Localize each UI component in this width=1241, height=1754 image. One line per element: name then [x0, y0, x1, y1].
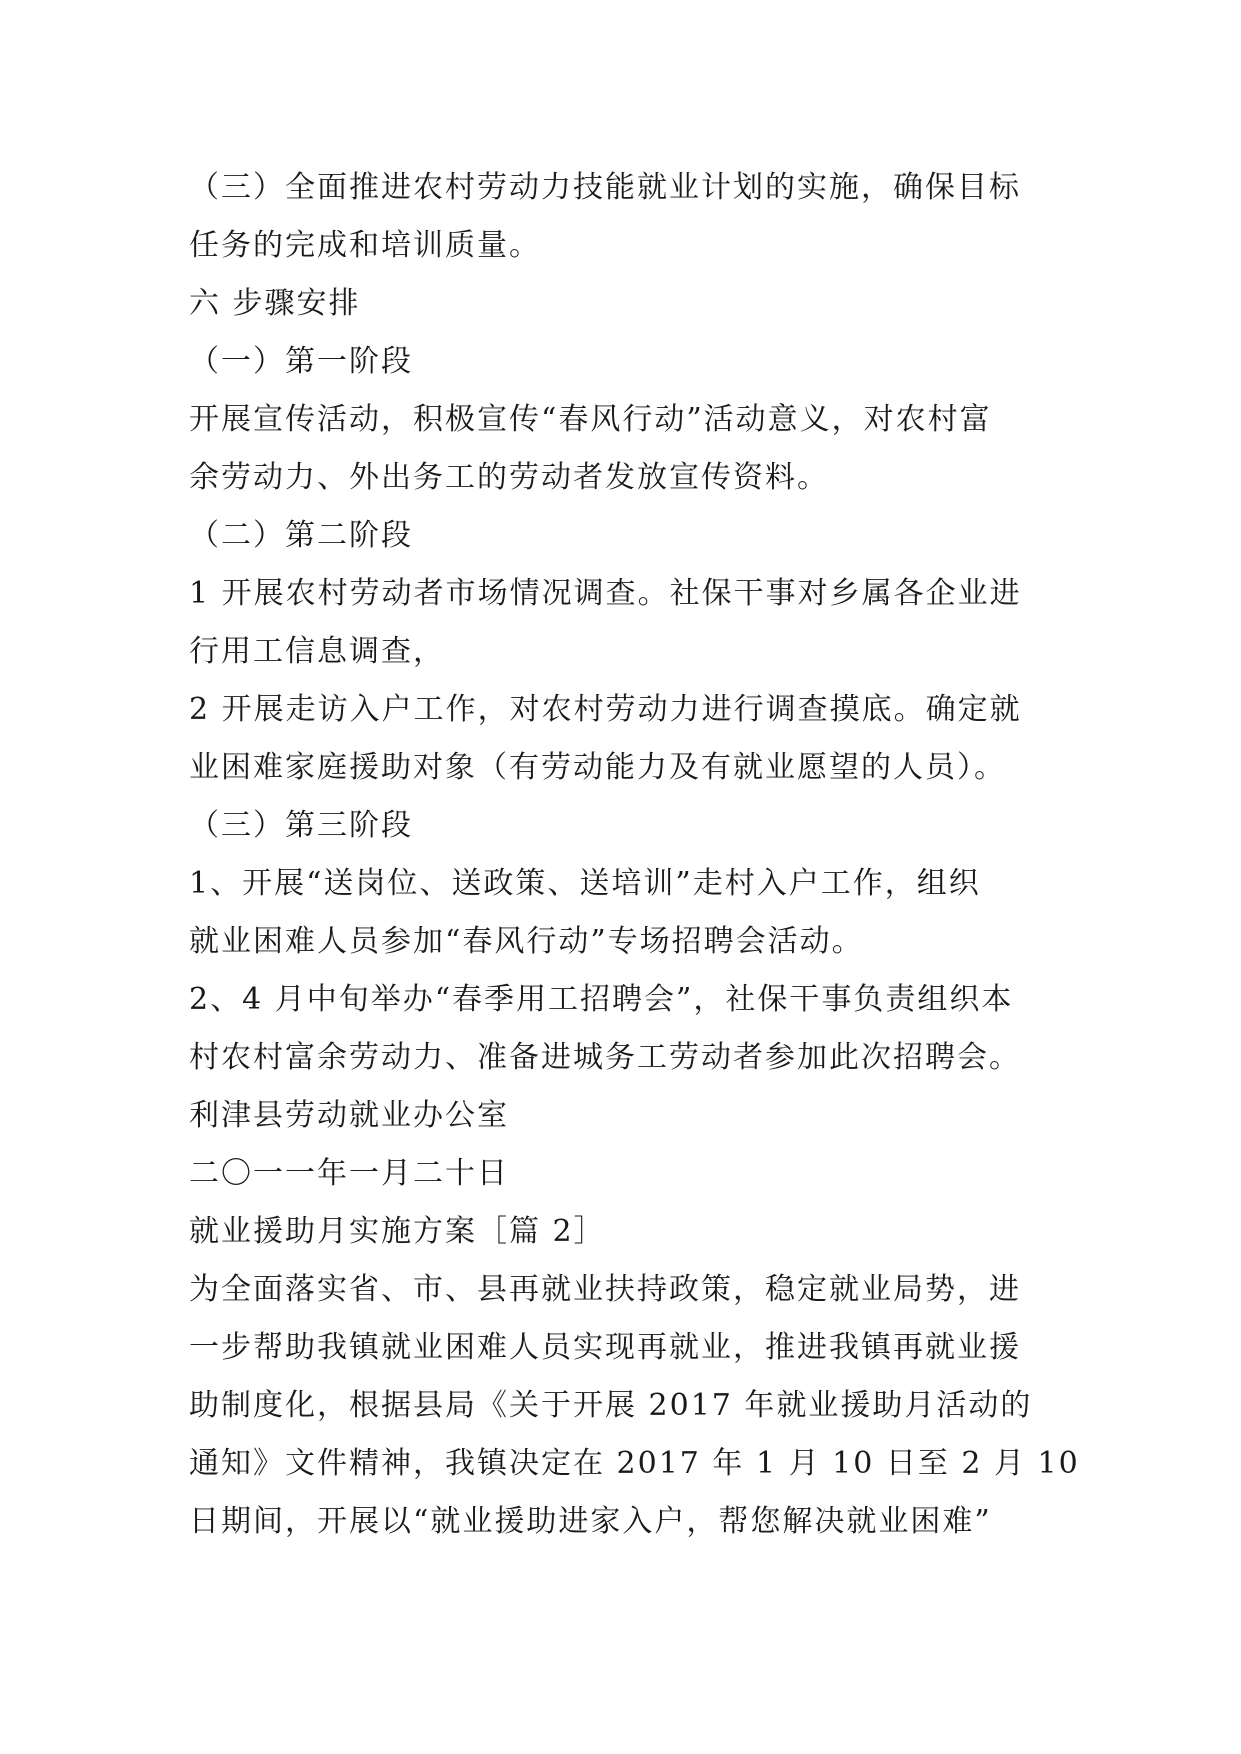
- subsection-heading: （二）第二阶段: [189, 518, 413, 553]
- text-line: 1、开展“送岗位、送政策、送培训”走村入户工作，组织: [189, 866, 981, 901]
- text-line: 日期间，开展以“就业援助进家入户，帮您解决就业困难”: [189, 1504, 992, 1539]
- text-line: 余劳动力、外出务工的劳动者发放宣传资料。: [189, 460, 829, 495]
- article-title: 就业援助月实施方案［篇 2］: [189, 1214, 606, 1249]
- text-line: 助制度化，根据县局《关于开展 2017 年就业援助月活动的: [189, 1388, 1033, 1423]
- text-line: 行用工信息调查，: [189, 634, 445, 669]
- section-heading: 六 步骤安排: [189, 286, 361, 321]
- subsection-heading: （一）第一阶段: [189, 344, 413, 379]
- text-line: 就业困难人员参加“春风行动”专场招聘会活动。: [189, 924, 864, 959]
- text-line: 2、4 月中旬举办“春季用工招聘会”，社保干事负责组织本: [189, 982, 1014, 1017]
- text-line: 1 开展农村劳动者市场情况调查。社保干事对乡属各企业进: [189, 576, 1022, 611]
- text-line: 通知》文件精神，我镇决定在 2017 年 1 月 10 日至 2 月 10: [189, 1446, 1080, 1481]
- text-line: 2 开展走访入户工作，对农村劳动力进行调查摸底。确定就: [189, 692, 1022, 727]
- text-line: 开展宣传活动，积极宣传“春风行动”活动意义，对农村富: [189, 402, 992, 437]
- text-line: 为全面落实省、市、县再就业扶持政策，稳定就业局势，进: [189, 1272, 1021, 1307]
- text-line: 任务的完成和培训质量。: [189, 228, 541, 263]
- text-line: 业困难家庭援助对象（有劳动能力及有就业愿望的人员）。: [189, 750, 1006, 785]
- text-line: （三）全面推进农村劳动力技能就业计划的实施，确保目标: [189, 170, 1021, 205]
- text-line: 村农村富余劳动力、准备进城务工劳动者参加此次招聘会。: [189, 1040, 1021, 1075]
- subsection-heading: （三）第三阶段: [189, 808, 413, 843]
- signature-office: 利津县劳动就业办公室: [189, 1098, 509, 1133]
- signature-date: 二〇一一年一月二十日: [189, 1156, 509, 1191]
- text-line: 一步帮助我镇就业困难人员实现再就业，推进我镇再就业援: [189, 1330, 1021, 1365]
